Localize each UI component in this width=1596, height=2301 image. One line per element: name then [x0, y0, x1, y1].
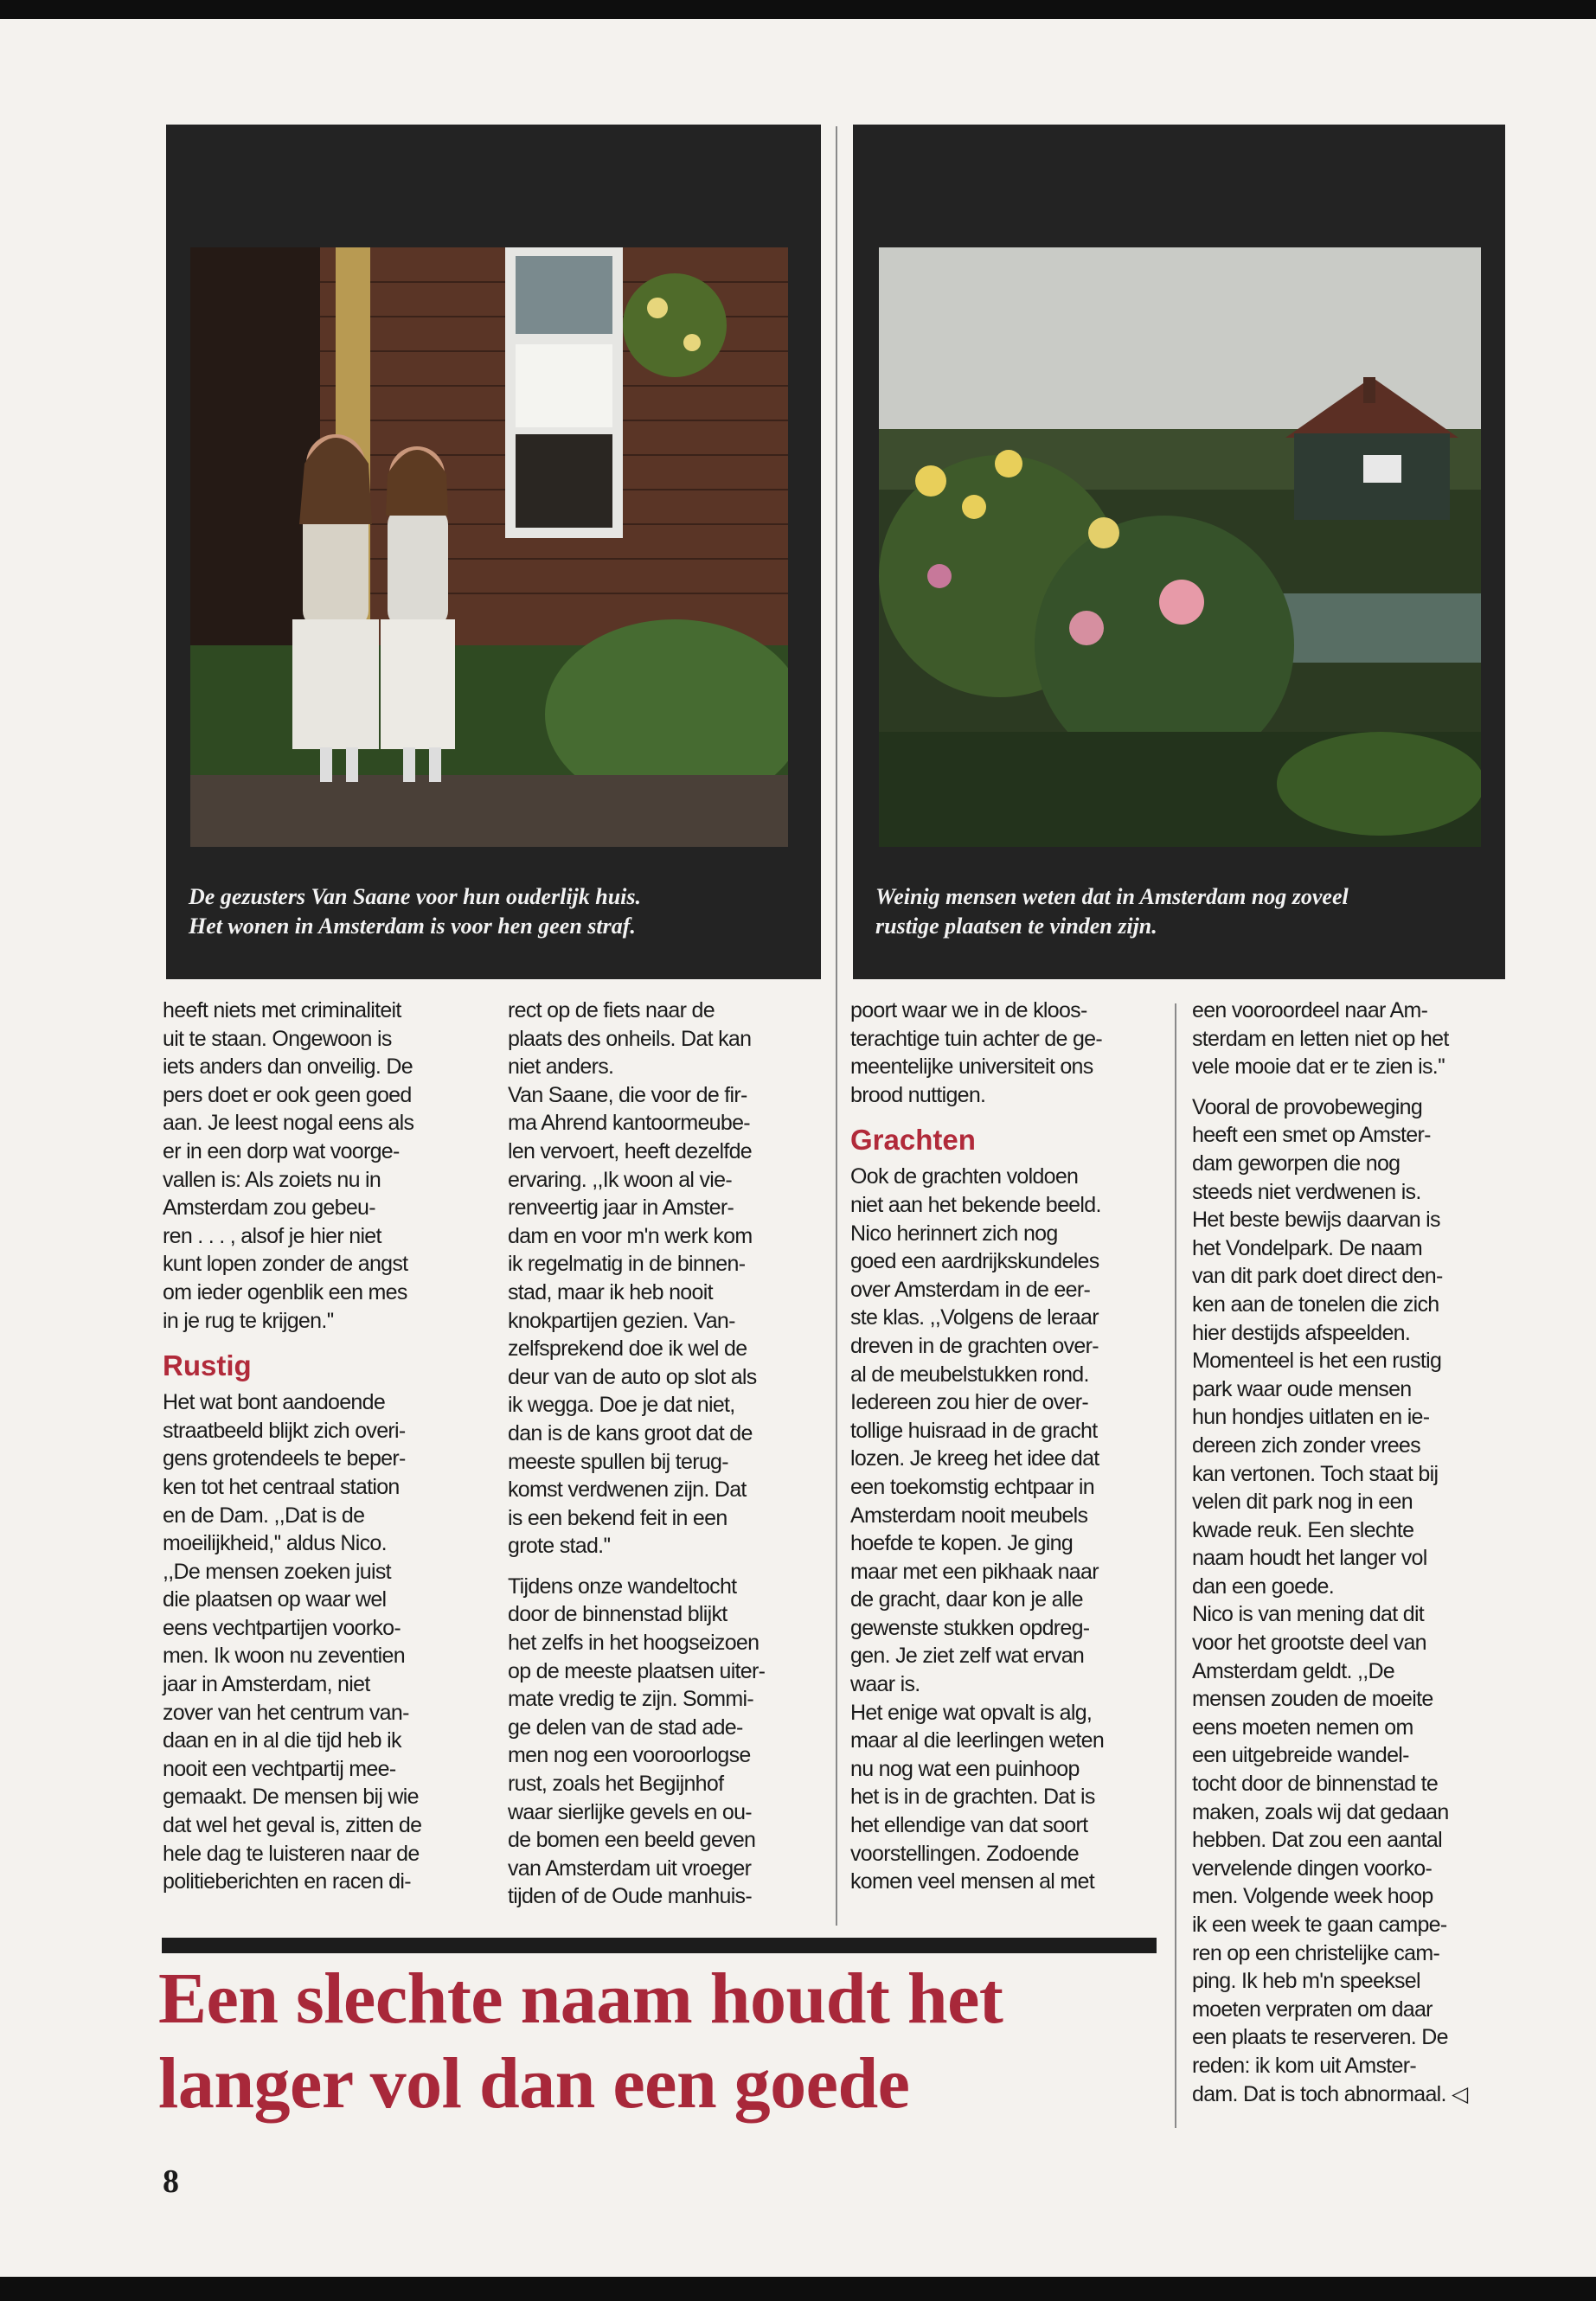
column-divider-right	[1175, 1003, 1176, 2128]
article-column-1	[163, 997, 474, 1896]
subheading-rustig: Rustig	[163, 1349, 252, 1382]
column-divider-center	[836, 126, 837, 1926]
photo-sisters-illustration	[190, 247, 788, 847]
subheading-grachten: Grachten	[850, 1124, 976, 1157]
paragraph: Vooral de provobeweging heeft een smet op Amster- dam geworpen die nog steeds niet verdwenen is. Het beste bewijs daarvan is het Vondelpark. De naam van dit park doet direct den- ken aan de tonelen die zich hier destijds afspeelden. Momenteel is het een rustig park waar oude mensen hun hondjes uitlaten en ie- dereen zich zonder vrees kan vertonen. Toch staat bij velen dit park nog in een kwade reuk. Een slechte naam houdt het langer vol dan een goede. Nico is van mening dat dit voor het grootste deel van Amsterdam geldt. ,,De mensen zouden de moeite eens moeten nemen om een uitgebreide wandel- tocht door de binnenstad te maken, zoals wij dat gedaan hebben. Dat zou een aantal vervelende dingen voorko- men. Volgende week hoop ik een week te gaan campe- ren op een christelijke cam- ping. Ik heb m'n speeksel moeten verpraten om daar een plaats te reserveren. De reden: ik kom uit Amster- dam. Dat is toch abnormaal. ◁	[1192, 1094, 1468, 2106]
paragraph: Tijdens onze wandeltocht door de binnenstad blijkt het zelfs in het hoogseizoen op de meeste plaatsen uiter- mate vredig te zijn. Sommi- ge delen van de stad ade- men nog een vooroorlogse rust, zoals het Begijnhof waar sierlijke gevels en ou- de bomen een beeld geven van Amsterdam uit vroeger tijden of de Oude manhuis-	[508, 1574, 766, 1909]
paragraph: poort waar we in de kloos- terachtige tuin achter de ge- meentelijke universiteit ons brood nuttigen.	[850, 998, 1103, 1107]
photo-caption-right: Weinig mensen weten dat in Amsterdam nog zoveel rustige plaatsen te vinden zijn.	[875, 884, 1349, 939]
paragraph: rect op de fiets naar de plaats des onheils. Dat kan niet anders. Van Saane, die voor de fir- ma Ahrend kantoormeube- len vervoert, heeft dezelfde ervaring. ,,Ik woon al vie- renveertig jaar in Amster- dam en voor m'n werk kom ik regelmatig in de binnen- stad, maar ik heb nooit knokpartijen gezien. Van- zelfsprekend doe ik wel de deur van de auto op slot als ik wegga. Doe je dat niet, dan is de kans groot dat de meeste spullen bij terug- komst verdwenen zijn. Dat is een bekend feit in een grote stad.''	[508, 998, 757, 1559]
headline-rule	[162, 1938, 1157, 1953]
article-column-3	[850, 997, 1162, 1896]
pull-quote-headline: Een slechte naam houdt het langer vol dan een goede	[158, 1958, 1003, 2124]
paragraph: Het wat bont aandoende straatbeeld blijkt zich overi- gens grotendeels te beper- ken tot het centraal station en de Dam. ,,Dat is de moeilijkheid,'' aldus Nico. ,,De mensen zoeken juist die plaatsen op waar wel eens vechtpartijen voorko- men. Ik woon nu zeventien jaar in Amsterdam, niet zover van het centrum van- daan en in al die tijd heb ik nooit een vechtpartij mee- gemaakt. De mensen bij wie dat wel het geval is, zitten de hele dag te luisteren naar de politieberichten en racen di-	[163, 1390, 422, 1894]
article-column-2	[508, 997, 819, 1911]
paragraph-gap	[1192, 1081, 1521, 1093]
scan-top-edge	[0, 0, 1596, 19]
photo-caption-left: De gezusters Van Saane voor hun ouderlijk huis. Het wonen in Amsterdam is voor hen geen straf.	[189, 884, 642, 939]
paragraph: heeft niets met criminaliteit uit te staan. Ongewoon is iets anders dan onveilig. De pers doet er ook geen goed aan. Je leest nogal eens als er in een dorp wat voorge- vallen is: Als zoiets nu in Amsterdam zou gebeu- ren . . . , alsof je hier niet kunt lopen zonder de angst om ieder ogenblik een mes in je rug te krijgen.''	[163, 998, 414, 1333]
paragraph: Ook de grachten voldoen niet aan het bekende beeld. Nico herinnert zich nog goed een aardrijkskundeles over Amsterdam in de eer- ste klas. ,,Volgens de leraar dreven in de grachten over- al de meubelstukken rond. Iedereen zou hier de over- tollige huisraad in de gracht lozen. Je kreeg het idee dat een toekomstig echtpaar in Amsterdam nooit meubels hoefde te kopen. Je ging maar met een pikhaak naar de gracht, daar kon je alle gewenste stukken opdreg- gen. Je ziet zelf wat ervan waar is. Het enige wat opvalt is alg, maar al die leerlingen weten nu nog wat een puinhoop het is in de grachten. Dat is het ellendige van dat soort voorstellingen. Zodoende komen veel mensen al met	[850, 1164, 1105, 1894]
photo-frame-right	[853, 125, 1505, 979]
paragraph-gap	[508, 1561, 819, 1573]
scan-bottom-edge	[0, 2277, 1596, 2301]
photo-frame-left	[166, 125, 821, 979]
photo-garden-illustration	[879, 247, 1481, 847]
photo-garden-canal	[879, 247, 1481, 847]
article-column-4	[1192, 997, 1521, 2108]
page-number: 8	[163, 2163, 179, 2200]
photo-sisters-house	[190, 247, 788, 847]
paragraph: een vooroordeel naar Am- sterdam en letten niet op het vele mooie dat er te zien is.''	[1192, 998, 1449, 1080]
